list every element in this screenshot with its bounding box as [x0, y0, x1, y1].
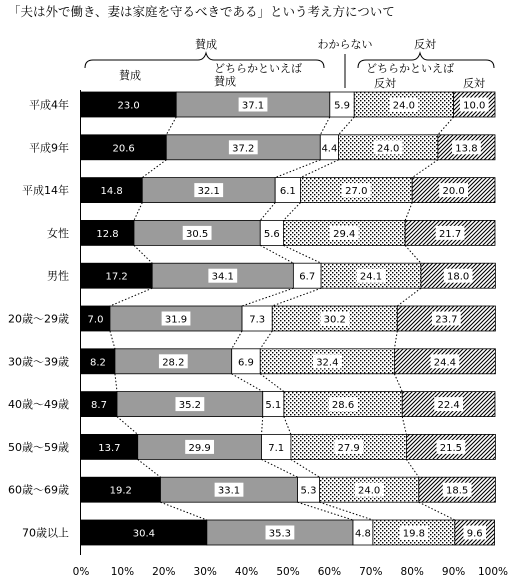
connector-line	[284, 417, 291, 435]
legend-dont-know: わからない	[317, 38, 373, 51]
value-label: 24.0	[358, 485, 381, 497]
connector-line	[419, 502, 455, 520]
category-labels	[8, 98, 69, 540]
connector-line	[394, 331, 397, 349]
category-label: 30歳～39歳	[8, 355, 69, 369]
value-label: 7.0	[87, 314, 104, 326]
value-label: 7.1	[268, 442, 285, 454]
connector-line	[166, 117, 176, 135]
connector-line	[242, 288, 293, 306]
connector-line	[110, 288, 152, 306]
category-label: 平成14年	[22, 184, 69, 198]
category-label: 女性	[47, 226, 69, 240]
connector-line	[283, 203, 300, 221]
value-label: 7.3	[249, 314, 266, 326]
connector-line	[138, 459, 161, 477]
value-label: 27.0	[345, 186, 368, 198]
connector-line	[117, 417, 138, 435]
connector-line	[232, 331, 242, 349]
connector-line	[291, 459, 320, 477]
connector-line	[262, 459, 298, 477]
x-tick-label: 70%	[359, 566, 383, 578]
connector-line	[397, 288, 421, 306]
x-tick-label: 40%	[234, 566, 259, 578]
x-tick-label: 30%	[193, 566, 217, 578]
value-label: 20.0	[442, 186, 465, 198]
legend-somewhat-agree-line2: 賛成	[214, 75, 236, 88]
value-label: 31.9	[164, 314, 188, 326]
legend-somewhat-disagree-line2: 反対	[374, 77, 396, 90]
connector-line	[406, 459, 418, 477]
value-label: 35.3	[268, 528, 292, 540]
value-label: 10.0	[463, 100, 486, 112]
connector-line	[142, 160, 166, 178]
value-label: 6.7	[299, 271, 316, 283]
legend-somewhat-disagree-line1: どちらかといえば	[366, 62, 454, 75]
x-tick-label: 50%	[276, 566, 300, 578]
value-label: 6.9	[238, 357, 254, 369]
value-label: 23.7	[435, 314, 458, 326]
connector-line	[260, 331, 272, 349]
category-label: 50歳～59歳	[8, 440, 69, 454]
value-label: 4.8	[354, 528, 371, 540]
connector-line	[339, 117, 355, 135]
value-label: 18.5	[445, 485, 469, 497]
connector-line	[260, 203, 275, 221]
legend-agree: 賛成	[119, 69, 141, 82]
category-label: 70歳以上	[22, 526, 69, 540]
value-label: 34.1	[211, 271, 234, 283]
connector-line	[320, 117, 330, 135]
x-tick-label: 60%	[317, 566, 342, 578]
value-label: 30.4	[132, 528, 156, 540]
value-label: 24.0	[377, 143, 400, 155]
chart-title: 「夫は外で働き、妻は家庭を守るべきである」という考え方について	[8, 4, 395, 19]
value-label: 19.2	[109, 485, 132, 497]
value-label: 17.2	[105, 271, 128, 283]
value-label: 24.1	[359, 271, 383, 283]
connector-line	[275, 160, 320, 178]
value-label: 14.8	[100, 186, 123, 198]
connector-line	[394, 374, 402, 392]
connector-line	[402, 417, 406, 435]
category-label: 平成9年	[29, 141, 69, 155]
connector-line	[272, 288, 321, 306]
legend-somewhat-agree-line1: どちらかといえば	[214, 62, 302, 75]
value-label: 32.1	[197, 186, 220, 198]
value-label: 5.1	[265, 400, 282, 412]
category-label: 20歳～29歳	[8, 312, 69, 326]
value-label: 37.1	[241, 100, 265, 112]
value-label: 30.5	[185, 228, 209, 240]
value-label: 22.4	[437, 400, 460, 412]
value-label: 13.8	[455, 143, 478, 155]
value-label: 35.2	[178, 400, 202, 412]
connector-line	[115, 374, 117, 392]
category-label: 40歳～49歳	[8, 398, 69, 412]
category-label: 平成4年	[29, 98, 69, 112]
connector-line	[134, 203, 142, 221]
connector-line	[160, 502, 206, 520]
value-label: 29.4	[333, 228, 356, 240]
x-tick-label: 80%	[400, 566, 424, 578]
value-label: 37.2	[232, 143, 255, 155]
x-tick-label: 100%	[477, 566, 508, 578]
connector-line	[232, 374, 263, 392]
value-label: 19.8	[402, 528, 425, 540]
value-label: 29.9	[188, 442, 211, 454]
value-label: 24.4	[433, 357, 457, 369]
value-label: 28.2	[162, 357, 185, 369]
value-label: 21.5	[439, 442, 463, 454]
value-label: 9.6	[466, 528, 483, 540]
category-label: 男性	[47, 269, 69, 283]
value-label: 4.4	[321, 143, 338, 155]
connector-line	[110, 331, 115, 349]
connector-line	[319, 502, 372, 520]
value-label: 24.0	[392, 100, 416, 112]
x-tick-label: 20%	[152, 566, 176, 578]
bars	[81, 92, 495, 545]
category-label: 60歳～69歳	[8, 483, 69, 497]
value-label: 28.6	[331, 400, 355, 412]
connector-line	[260, 245, 293, 263]
legend-disagree-total: 反対	[414, 38, 436, 51]
value-label: 12.8	[96, 228, 119, 240]
value-label: 30.2	[323, 314, 346, 326]
connector-line	[300, 160, 338, 178]
x-tick-label: 10%	[110, 566, 135, 578]
value-label: 6.1	[279, 186, 296, 198]
value-label: 23.0	[117, 100, 140, 112]
x-tick-label: 90%	[441, 566, 466, 578]
connector-line	[412, 160, 438, 178]
value-label: 32.4	[316, 357, 339, 369]
value-label: 5.6	[263, 228, 280, 240]
connector-line	[405, 203, 412, 221]
x-tick-label: 0%	[72, 566, 90, 578]
connector-line	[262, 417, 263, 435]
value-label: 27.9	[337, 442, 360, 454]
value-label: 18.0	[447, 271, 470, 283]
value-label: 5.9	[334, 100, 350, 112]
value-label: 20.6	[112, 143, 135, 155]
connector-line	[405, 245, 421, 263]
value-label: 8.2	[90, 357, 106, 369]
connector-line	[298, 502, 353, 520]
legend-agree-total: 賛成	[195, 38, 217, 51]
connector-line	[260, 374, 284, 392]
connector-line	[134, 245, 152, 263]
legend-disagree: 反対	[463, 77, 485, 90]
value-label: 13.7	[98, 442, 121, 454]
x-tick-labels	[73, 566, 508, 578]
value-label: 5.3	[300, 485, 317, 497]
value-label: 33.1	[217, 485, 241, 497]
value-label: 8.7	[91, 400, 107, 412]
value-label: 21.7	[438, 228, 462, 240]
connector-line	[438, 117, 454, 135]
